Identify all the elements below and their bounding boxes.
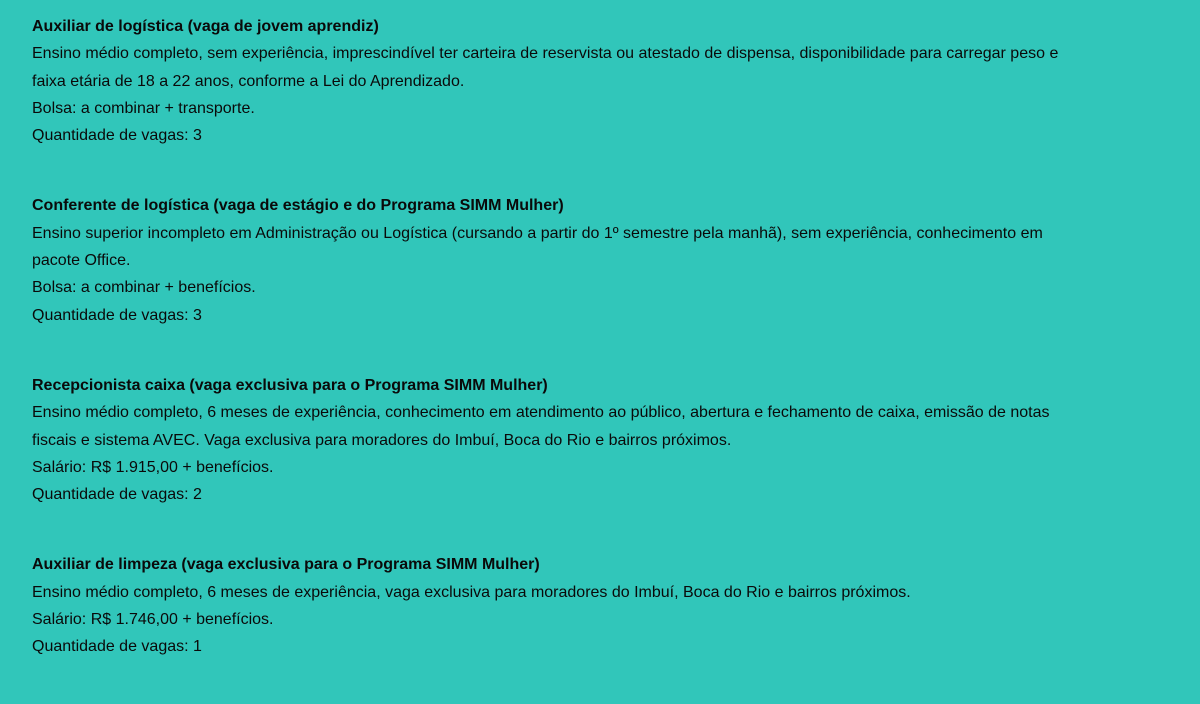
job-requirements: Ensino médio completo, sem experiência, imprescindível ter carteira de reservista ou atestado de dispensa, disponibilidade para carregar peso e faixa etária de 18 a 22 anos, conforme a Lei do Aprendizado. (32, 45, 1059, 90)
job-openings: Quantidade de vagas: 3 (32, 306, 202, 324)
job-requirements: Ensino médio completo, 6 meses de experiência, vaga exclusiva para moradores do Imbuí, Boca do Rio e bairros próximos. (32, 583, 911, 601)
job-listing (32, 551, 1072, 660)
job-pay: Bolsa: a combinar + benefícios. (32, 279, 256, 297)
job-pay: Salário: R$ 1.746,00 + benefícios. (32, 611, 274, 629)
job-title: Auxiliar de logística (vaga de jovem aprendiz) (32, 18, 379, 35)
job-requirements: Ensino superior incompleto em Administração ou Logística (cursando a partir do 1º semestre pela manhã), sem experiência, conhecimento em pacote Office. (32, 224, 1043, 270)
job-title: Recepcionista caixa (vaga exclusiva para o Programa SIMM Mulher) (32, 376, 548, 394)
job-listings (32, 13, 1072, 704)
job-openings: Quantidade de vagas: 1 (32, 638, 202, 656)
job-openings: Quantidade de vagas: 3 (32, 127, 202, 145)
job-listing (32, 13, 1072, 149)
job-listing (32, 192, 1072, 328)
job-title: Conferente de logística (vaga de estágio e do Programa SIMM Mulher) (32, 197, 564, 215)
job-title: Auxiliar de limpeza (vaga exclusiva para o Programa SIMM Mulher) (32, 556, 540, 574)
job-openings: Quantidade de vagas: 2 (32, 486, 202, 504)
job-listing (32, 372, 1072, 508)
job-pay: Bolsa: a combinar + transporte. (32, 99, 255, 117)
job-requirements: Ensino médio completo, 6 meses de experiência, conhecimento em atendimento ao público, abertura e fechamento de caixa, emissão de notas fiscais e sistema AVEC. Vaga exclusiva para moradores do Imbuí, Boca do Rio e bairros próximos. (32, 404, 1050, 449)
job-pay: Salário: R$ 1.915,00 + benefícios. (32, 458, 274, 476)
